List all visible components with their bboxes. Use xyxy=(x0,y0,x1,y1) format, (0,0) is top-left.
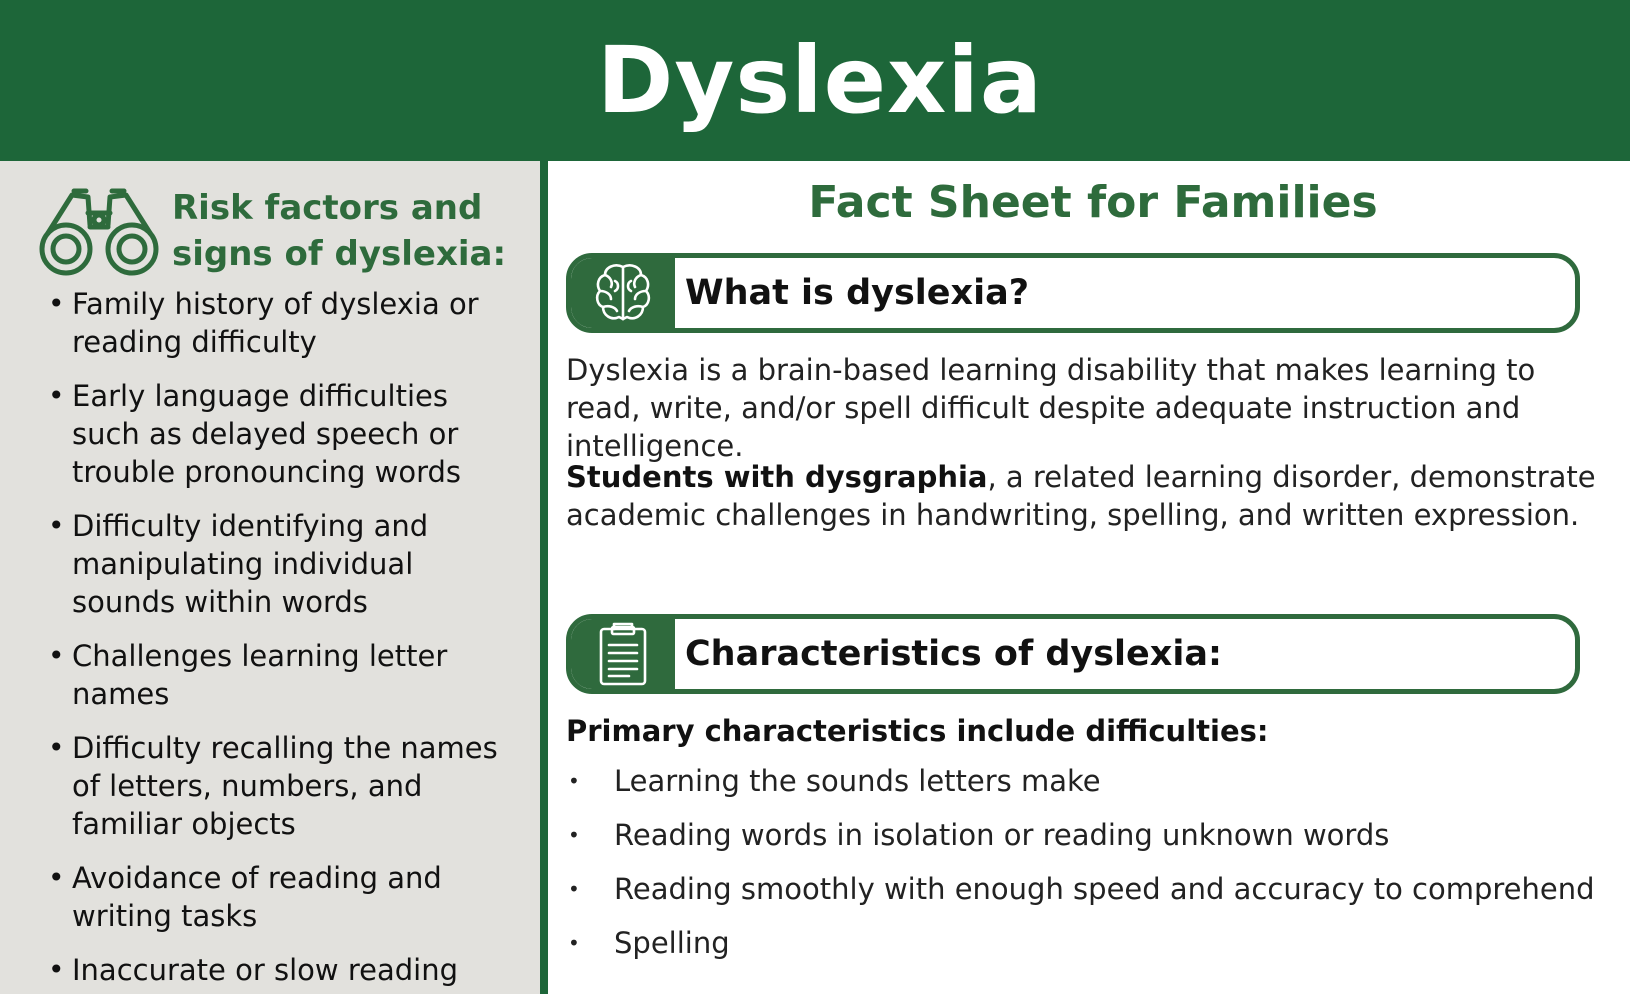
section-title: Characteristics of dyslexia: xyxy=(685,634,1222,674)
sidebar xyxy=(0,161,540,994)
list-item-text: Family history of dyslexia or reading difficulty xyxy=(72,287,479,359)
list-item-text: Inaccurate or slow reading xyxy=(72,953,458,987)
list-item xyxy=(48,951,518,989)
dyslexia-definition: Dyslexia is a brain-based learning disability that makes learning to read, write, and/or spell difficult despite adequate instruction and intelligence. xyxy=(566,353,1536,463)
characteristics-list xyxy=(566,761,1626,977)
list-item xyxy=(48,285,518,361)
sidebar-title xyxy=(172,185,552,277)
risk-factors-list xyxy=(48,285,518,994)
bullet: • xyxy=(48,509,65,542)
list-item-text: Spelling xyxy=(614,926,730,960)
list-item xyxy=(48,729,518,843)
list-item xyxy=(566,815,1626,869)
list-item xyxy=(48,859,518,935)
bullet: • xyxy=(568,823,580,847)
clipboard-icon xyxy=(597,621,649,687)
list-item-text: Difficulty recalling the names of letters, numbers, and familiar objects xyxy=(72,731,498,841)
bullet: • xyxy=(48,953,65,986)
page-title: Dyslexia xyxy=(597,26,1043,134)
dysgraphia-note xyxy=(566,458,1616,534)
list-item-text: Avoidance of reading and writing tasks xyxy=(72,861,442,933)
icon-block xyxy=(571,258,675,328)
main-content xyxy=(548,161,1630,994)
section-header-characteristics xyxy=(566,614,1580,694)
binoculars-icon xyxy=(38,187,160,277)
list-item xyxy=(48,637,518,713)
bullet: • xyxy=(48,731,65,764)
bullet: • xyxy=(48,287,65,320)
sidebar-title-line2: signs of dyslexia: xyxy=(172,234,507,274)
column-divider xyxy=(540,161,548,994)
sidebar-heading xyxy=(36,175,526,275)
sidebar-title-line1: Risk factors and xyxy=(172,188,483,228)
list-item-text: Learning the sounds letters make xyxy=(614,764,1101,798)
list-item-text: Early language difficulties such as delayed speech or trouble pronouncing words xyxy=(72,379,462,489)
list-item xyxy=(566,923,1626,977)
primary-characteristics-heading: Primary characteristics include difficulties: xyxy=(566,714,1269,748)
bullet: • xyxy=(48,639,65,672)
list-item-text: Reading smoothly with enough speed and accuracy to comprehend xyxy=(614,872,1595,906)
dysgraphia-rest: , a related learning disorder, demonstrate academic challenges in handwriting, spelling, and written expression. xyxy=(566,460,1596,532)
fact-sheet-title: Fact Sheet for Families xyxy=(808,177,1378,228)
section-header-what-is xyxy=(566,253,1580,333)
list-item xyxy=(48,377,518,491)
section-title: What is dyslexia? xyxy=(685,273,1030,313)
dysgraphia-bold: Students with dysgraphia xyxy=(566,460,988,494)
bullet: • xyxy=(568,769,580,793)
list-item-text: Challenges learning letter names xyxy=(72,639,448,711)
bullet: • xyxy=(48,379,65,412)
bullet: • xyxy=(568,931,580,955)
bullet: • xyxy=(568,877,580,901)
list-item xyxy=(566,761,1626,815)
icon-block xyxy=(571,619,675,689)
list-item-text: Reading words in isolation or reading unknown words xyxy=(614,818,1390,852)
list-item-text: Difficulty identifying and manipulating individual sounds within words xyxy=(72,509,429,619)
header-banner xyxy=(0,0,1630,161)
list-item xyxy=(566,869,1626,923)
bullet: • xyxy=(48,861,65,894)
brain-icon xyxy=(593,261,653,325)
list-item xyxy=(48,507,518,621)
